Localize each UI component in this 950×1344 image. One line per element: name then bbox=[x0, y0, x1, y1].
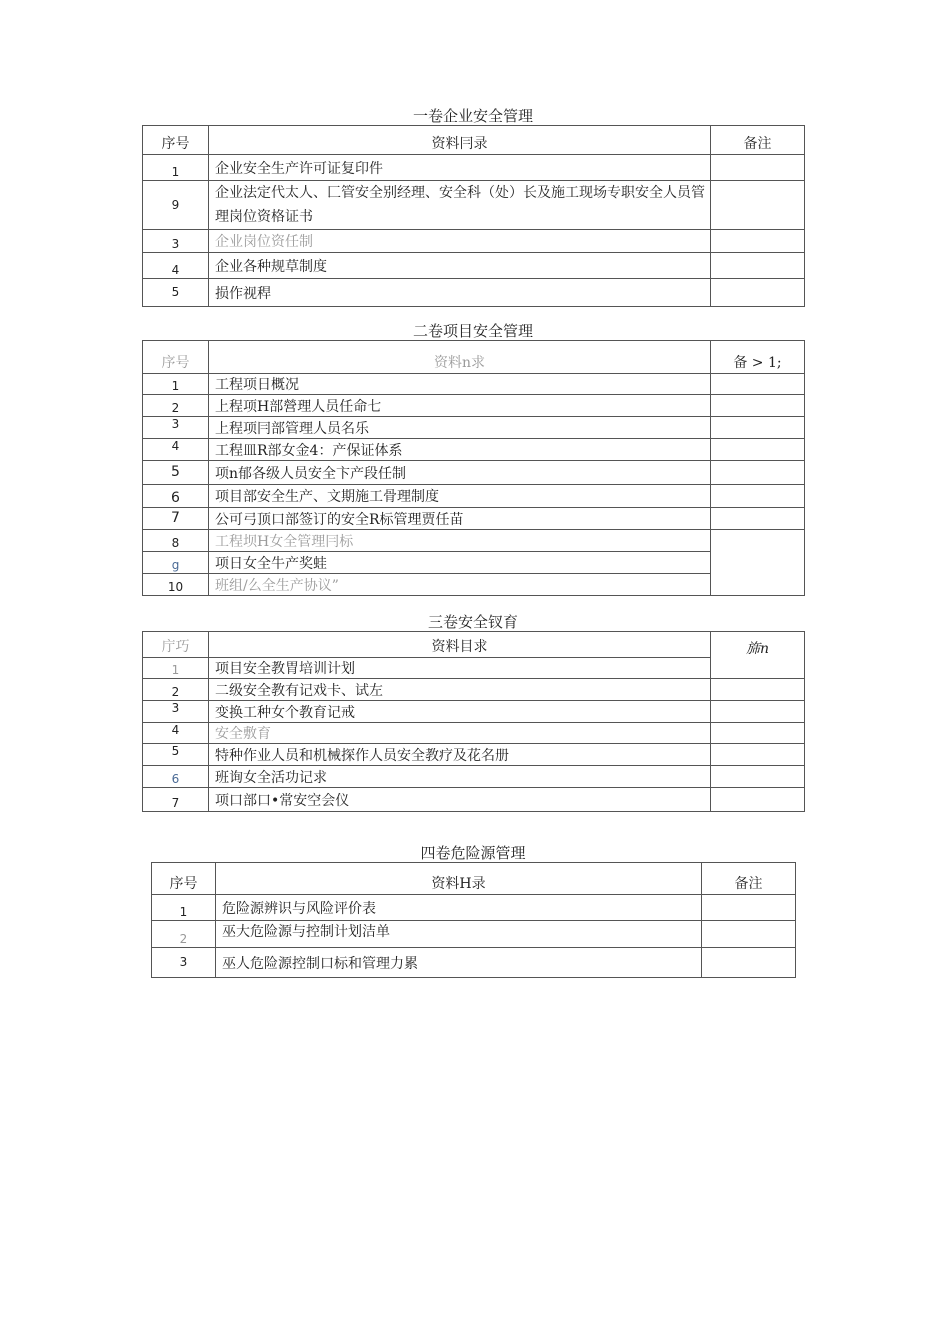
row-number: 8 bbox=[143, 530, 209, 552]
row-number: 5 bbox=[143, 279, 209, 307]
table-row bbox=[143, 658, 805, 679]
table-row bbox=[143, 552, 805, 574]
table-row bbox=[143, 374, 805, 395]
header-catalog: 资料目求 bbox=[209, 632, 711, 658]
section-4-title: 四卷危险源管理 bbox=[420, 844, 526, 862]
row-number: 10 bbox=[143, 574, 209, 596]
row-remark bbox=[711, 374, 805, 395]
header-catalog: 资料n求 bbox=[209, 341, 711, 374]
header-number: 序号 bbox=[143, 126, 209, 155]
row-item: 企业各种规草制度 bbox=[209, 253, 711, 279]
row-item: 危险源辨识与风险评价表 bbox=[216, 895, 702, 921]
row-number: 7 bbox=[143, 788, 209, 812]
row-remark bbox=[711, 417, 805, 439]
row-remark bbox=[711, 788, 805, 812]
section-4-table bbox=[151, 862, 796, 978]
section-2-table bbox=[142, 340, 805, 596]
row-remark bbox=[711, 744, 805, 766]
row-number: 3 bbox=[143, 417, 209, 439]
row-number: 5 bbox=[143, 461, 209, 485]
row-item: 变换工种女个教育记戒 bbox=[209, 701, 711, 723]
table-row bbox=[143, 279, 805, 307]
row-remark bbox=[711, 723, 805, 744]
table-header-row bbox=[143, 126, 805, 155]
section-3-table bbox=[142, 631, 805, 812]
row-number: 1 bbox=[143, 155, 209, 181]
row-remark bbox=[702, 921, 796, 948]
row-number: 1 bbox=[152, 895, 216, 921]
row-item: 项日女全牛产奖蛙 bbox=[209, 552, 711, 574]
table-row bbox=[143, 723, 805, 744]
table-row bbox=[143, 508, 805, 530]
table-row bbox=[143, 485, 805, 508]
row-item: 项口部口•常安空会仪 bbox=[209, 788, 711, 812]
table-row bbox=[143, 574, 805, 596]
row-remark bbox=[711, 279, 805, 307]
row-item: 项n郁各级人员安全卞产段任制 bbox=[209, 461, 711, 485]
row-number: 4 bbox=[143, 253, 209, 279]
table-row bbox=[143, 155, 805, 181]
row-item: 项目部安全生产、文期施工骨理制度 bbox=[209, 485, 711, 508]
row-remark bbox=[711, 395, 805, 417]
row-number: 3 bbox=[143, 701, 209, 723]
row-remark bbox=[711, 181, 805, 230]
table-row bbox=[143, 744, 805, 766]
row-remark bbox=[711, 439, 805, 461]
row-remark bbox=[711, 230, 805, 253]
section-1-title: 一卷企业安全管理 bbox=[412, 107, 533, 125]
row-remark bbox=[711, 679, 805, 701]
row-number: 9 bbox=[143, 181, 209, 230]
table-row bbox=[143, 181, 805, 230]
table-row bbox=[143, 461, 805, 485]
row-item: 巫人危险源控制口标和管理力累 bbox=[216, 948, 702, 978]
row-number: 1 bbox=[143, 658, 209, 679]
table-row bbox=[143, 417, 805, 439]
row-item: 二级安全教有记戏卡、试左 bbox=[209, 679, 711, 701]
row-item: 班组/么全生产协议” bbox=[209, 574, 711, 596]
table-row bbox=[143, 701, 805, 723]
table-header-row bbox=[152, 863, 796, 895]
row-item: 损作视稈 bbox=[209, 279, 711, 307]
row-number: 7 bbox=[143, 508, 209, 530]
row-remark bbox=[702, 895, 796, 921]
table-row bbox=[152, 921, 796, 948]
row-remark bbox=[711, 508, 805, 530]
row-item: 工程坝H女全管理冃标 bbox=[209, 530, 711, 552]
row-remark bbox=[711, 485, 805, 508]
table-row bbox=[143, 530, 805, 552]
header-number: 序号 bbox=[143, 341, 209, 374]
row-number: 6 bbox=[143, 766, 209, 788]
row-item: 特种作业人员和机械探作人员安全教疗及花名册 bbox=[209, 744, 711, 766]
row-item: 项目安全教胃培训计划 bbox=[209, 658, 711, 679]
row-number: g bbox=[143, 552, 209, 574]
table-row bbox=[143, 395, 805, 417]
table-row bbox=[143, 766, 805, 788]
row-item: 上程项冃部管理人员名乐 bbox=[209, 417, 711, 439]
table-header-row bbox=[143, 341, 805, 374]
row-number: 2 bbox=[152, 921, 216, 948]
row-number: 3 bbox=[152, 948, 216, 978]
section-3 bbox=[142, 613, 804, 812]
row-number: 4 bbox=[143, 723, 209, 744]
table-row bbox=[152, 948, 796, 978]
row-item: 安全敷育 bbox=[209, 723, 711, 744]
header-number: 庁巧 bbox=[143, 632, 209, 658]
row-item: 工程皿R部女金4：产保证体系 bbox=[209, 439, 711, 461]
section-2-title: 二卷项目安全管理 bbox=[412, 322, 533, 340]
header-catalog: 资料冃录 bbox=[209, 126, 711, 155]
table-row bbox=[143, 439, 805, 461]
section-1-table bbox=[142, 125, 805, 307]
row-number: 3 bbox=[143, 230, 209, 253]
row-remark bbox=[711, 253, 805, 279]
header-remarks: 备注 bbox=[702, 863, 796, 895]
row-item: 巫大危险源与控制计划洁单 bbox=[216, 921, 702, 948]
row-item: 企业安全生产许可证复印件 bbox=[209, 155, 711, 181]
table-row bbox=[143, 788, 805, 812]
header-remarks: 备 > 1; bbox=[711, 341, 805, 374]
row-remark bbox=[711, 530, 805, 596]
section-3-title: 三卷安全钗育 bbox=[427, 613, 518, 631]
table-header-row bbox=[143, 632, 805, 658]
row-number: 5 bbox=[143, 744, 209, 766]
row-item: 上程项H部營理人员任命七 bbox=[209, 395, 711, 417]
row-number: 4 bbox=[143, 439, 209, 461]
row-number: 2 bbox=[143, 679, 209, 701]
row-remark bbox=[711, 701, 805, 723]
row-item: 企业岗位资任制 bbox=[209, 230, 711, 253]
header-remarks: 备注 bbox=[711, 126, 805, 155]
row-item: 企业法定代太人、匚管安全别经理、安全科（处）长及施工现场专职安全人员管理岗位资格证书 bbox=[209, 181, 711, 230]
row-remark bbox=[702, 948, 796, 978]
row-number: 6 bbox=[143, 485, 209, 508]
row-number: 2 bbox=[143, 395, 209, 417]
section-4 bbox=[151, 844, 795, 978]
table-row bbox=[143, 253, 805, 279]
row-remark bbox=[711, 461, 805, 485]
row-remark bbox=[711, 155, 805, 181]
table-row bbox=[143, 679, 805, 701]
row-number: 1 bbox=[143, 374, 209, 395]
row-remark bbox=[711, 766, 805, 788]
row-item: 工程项日概况 bbox=[209, 374, 711, 395]
table-row bbox=[152, 895, 796, 921]
header-catalog: 资料H录 bbox=[216, 863, 702, 895]
table-row bbox=[143, 230, 805, 253]
row-item: 班询女全活功记求 bbox=[209, 766, 711, 788]
section-1 bbox=[142, 107, 804, 307]
header-number: 序号 bbox=[152, 863, 216, 895]
header-remarks: 旆n bbox=[711, 632, 805, 679]
row-item: 公可弓顶口部签订的安全R标管理贾任苗 bbox=[209, 508, 711, 530]
section-2 bbox=[142, 322, 804, 596]
